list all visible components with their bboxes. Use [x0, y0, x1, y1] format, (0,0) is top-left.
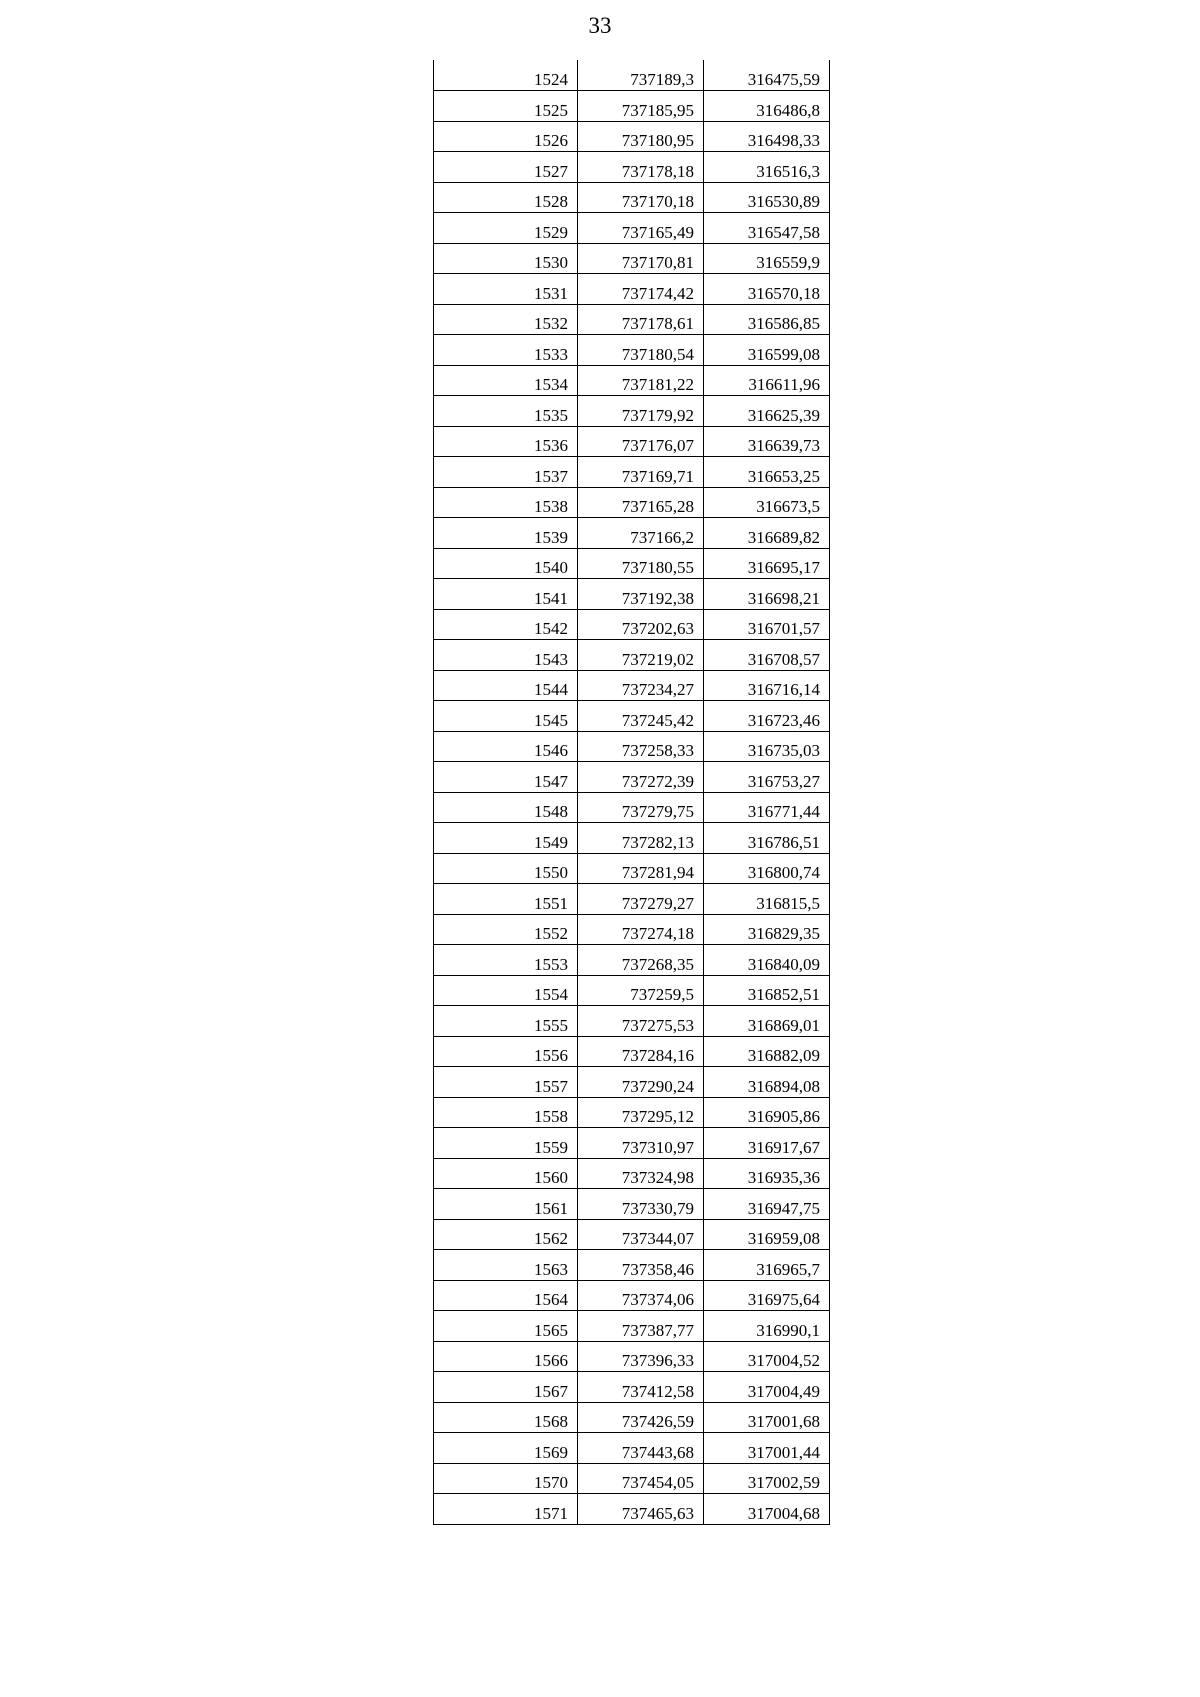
point-number-cell: 1545	[434, 701, 578, 732]
point-number-cell: 1556	[434, 1036, 578, 1067]
point-number-cell: 1533	[434, 335, 578, 366]
point-number-cell: 1562	[434, 1219, 578, 1250]
y-coordinate-cell: 316689,82	[704, 518, 830, 549]
point-number-cell: 1553	[434, 945, 578, 976]
table-row	[434, 1280, 830, 1311]
y-coordinate-cell: 316965,7	[704, 1250, 830, 1281]
table-row	[434, 1067, 830, 1098]
table-row	[434, 1433, 830, 1464]
table-row	[434, 945, 830, 976]
x-coordinate-cell: 737165,49	[578, 213, 704, 244]
page-number: 33	[588, 13, 612, 38]
point-number-cell: 1569	[434, 1433, 578, 1464]
table-row	[434, 914, 830, 945]
point-number-cell: 1570	[434, 1463, 578, 1494]
point-number-cell: 1525	[434, 91, 578, 122]
y-coordinate-cell: 316917,67	[704, 1128, 830, 1159]
y-coordinate-cell: 316653,25	[704, 457, 830, 488]
point-number-cell: 1544	[434, 670, 578, 701]
table-row	[434, 884, 830, 915]
point-number-cell: 1539	[434, 518, 578, 549]
x-coordinate-cell: 737396,33	[578, 1341, 704, 1372]
y-coordinate-cell: 316673,5	[704, 487, 830, 518]
point-number-cell: 1528	[434, 182, 578, 213]
x-coordinate-cell: 737178,61	[578, 304, 704, 335]
y-coordinate-cell: 316570,18	[704, 274, 830, 305]
point-number-cell: 1547	[434, 762, 578, 793]
point-number-cell: 1524	[434, 60, 578, 91]
table-row	[434, 701, 830, 732]
x-coordinate-cell: 737170,18	[578, 182, 704, 213]
x-coordinate-cell: 737282,13	[578, 823, 704, 854]
table-row	[434, 1158, 830, 1189]
x-coordinate-cell: 737279,75	[578, 792, 704, 823]
y-coordinate-cell: 317001,68	[704, 1402, 830, 1433]
point-number-cell: 1543	[434, 640, 578, 671]
x-coordinate-cell: 737330,79	[578, 1189, 704, 1220]
table-row	[434, 1402, 830, 1433]
y-coordinate-cell: 316498,33	[704, 121, 830, 152]
x-coordinate-cell: 737180,95	[578, 121, 704, 152]
x-coordinate-cell: 737180,54	[578, 335, 704, 366]
y-coordinate-cell: 316771,44	[704, 792, 830, 823]
point-number-cell: 1567	[434, 1372, 578, 1403]
point-number-cell: 1538	[434, 487, 578, 518]
x-coordinate-cell: 737192,38	[578, 579, 704, 610]
coordinates-table-body	[434, 60, 830, 1524]
table-row	[434, 1006, 830, 1037]
point-number-cell: 1527	[434, 152, 578, 183]
y-coordinate-cell: 316975,64	[704, 1280, 830, 1311]
x-coordinate-cell: 737258,33	[578, 731, 704, 762]
y-coordinate-cell: 316475,59	[704, 60, 830, 91]
x-coordinate-cell: 737259,5	[578, 975, 704, 1006]
table-row	[434, 640, 830, 671]
x-coordinate-cell: 737284,16	[578, 1036, 704, 1067]
table-row	[434, 670, 830, 701]
x-coordinate-cell: 737219,02	[578, 640, 704, 671]
x-coordinate-cell: 737189,3	[578, 60, 704, 91]
table-row	[434, 548, 830, 579]
table-row	[434, 182, 830, 213]
y-coordinate-cell: 317004,68	[704, 1494, 830, 1525]
point-number-cell: 1549	[434, 823, 578, 854]
y-coordinate-cell: 316935,36	[704, 1158, 830, 1189]
y-coordinate-cell: 316735,03	[704, 731, 830, 762]
point-number-cell: 1564	[434, 1280, 578, 1311]
x-coordinate-cell: 737202,63	[578, 609, 704, 640]
point-number-cell: 1534	[434, 365, 578, 396]
table-row	[434, 304, 830, 335]
x-coordinate-cell: 737268,35	[578, 945, 704, 976]
x-coordinate-cell: 737178,18	[578, 152, 704, 183]
table-row	[434, 975, 830, 1006]
table-row	[434, 1311, 830, 1342]
point-number-cell: 1548	[434, 792, 578, 823]
table-row	[434, 609, 830, 640]
x-coordinate-cell: 737454,05	[578, 1463, 704, 1494]
x-coordinate-cell: 737185,95	[578, 91, 704, 122]
point-number-cell: 1559	[434, 1128, 578, 1159]
x-coordinate-cell: 737426,59	[578, 1402, 704, 1433]
x-coordinate-cell: 737180,55	[578, 548, 704, 579]
y-coordinate-cell: 316516,3	[704, 152, 830, 183]
point-number-cell: 1531	[434, 274, 578, 305]
y-coordinate-cell: 317004,49	[704, 1372, 830, 1403]
y-coordinate-cell: 316486,8	[704, 91, 830, 122]
table-row	[434, 335, 830, 366]
point-number-cell: 1554	[434, 975, 578, 1006]
y-coordinate-cell: 316716,14	[704, 670, 830, 701]
point-number-cell: 1555	[434, 1006, 578, 1037]
y-coordinate-cell: 316894,08	[704, 1067, 830, 1098]
y-coordinate-cell: 316723,46	[704, 701, 830, 732]
y-coordinate-cell: 316947,75	[704, 1189, 830, 1220]
y-coordinate-cell: 316698,21	[704, 579, 830, 610]
point-number-cell: 1550	[434, 853, 578, 884]
x-coordinate-cell: 737176,07	[578, 426, 704, 457]
y-coordinate-cell: 316559,9	[704, 243, 830, 274]
y-coordinate-cell: 316547,58	[704, 213, 830, 244]
x-coordinate-cell: 737174,42	[578, 274, 704, 305]
x-coordinate-cell: 737179,92	[578, 396, 704, 427]
table-row	[434, 823, 830, 854]
x-coordinate-cell: 737281,94	[578, 853, 704, 884]
x-coordinate-cell: 737290,24	[578, 1067, 704, 1098]
table-row	[434, 487, 830, 518]
point-number-cell: 1526	[434, 121, 578, 152]
point-number-cell: 1537	[434, 457, 578, 488]
y-coordinate-cell: 316840,09	[704, 945, 830, 976]
y-coordinate-cell: 316959,08	[704, 1219, 830, 1250]
table-row	[434, 60, 830, 91]
point-number-cell: 1546	[434, 731, 578, 762]
x-coordinate-cell: 737165,28	[578, 487, 704, 518]
y-coordinate-cell: 316869,01	[704, 1006, 830, 1037]
table-row	[434, 579, 830, 610]
table-row	[434, 457, 830, 488]
table-row	[434, 518, 830, 549]
x-coordinate-cell: 737275,53	[578, 1006, 704, 1037]
y-coordinate-cell: 316800,74	[704, 853, 830, 884]
y-coordinate-cell: 316815,5	[704, 884, 830, 915]
y-coordinate-cell: 316786,51	[704, 823, 830, 854]
x-coordinate-cell: 737181,22	[578, 365, 704, 396]
x-coordinate-cell: 737412,58	[578, 1372, 704, 1403]
x-coordinate-cell: 737279,27	[578, 884, 704, 915]
table-row	[434, 1036, 830, 1067]
x-coordinate-cell: 737245,42	[578, 701, 704, 732]
table-row	[434, 762, 830, 793]
table-row	[434, 152, 830, 183]
x-coordinate-cell: 737234,27	[578, 670, 704, 701]
table-row	[434, 426, 830, 457]
x-coordinate-cell: 737358,46	[578, 1250, 704, 1281]
point-number-cell: 1535	[434, 396, 578, 427]
y-coordinate-cell: 316530,89	[704, 182, 830, 213]
x-coordinate-cell: 737465,63	[578, 1494, 704, 1525]
y-coordinate-cell: 316586,85	[704, 304, 830, 335]
y-coordinate-cell: 317004,52	[704, 1341, 830, 1372]
y-coordinate-cell: 316905,86	[704, 1097, 830, 1128]
table-row	[434, 1128, 830, 1159]
y-coordinate-cell: 316695,17	[704, 548, 830, 579]
table-row	[434, 91, 830, 122]
y-coordinate-cell: 316990,1	[704, 1311, 830, 1342]
point-number-cell: 1552	[434, 914, 578, 945]
point-number-cell: 1560	[434, 1158, 578, 1189]
x-coordinate-cell: 737170,81	[578, 243, 704, 274]
point-number-cell: 1566	[434, 1341, 578, 1372]
x-coordinate-cell: 737169,71	[578, 457, 704, 488]
y-coordinate-cell: 316753,27	[704, 762, 830, 793]
table-row	[434, 1219, 830, 1250]
point-number-cell: 1542	[434, 609, 578, 640]
x-coordinate-cell: 737324,98	[578, 1158, 704, 1189]
point-number-cell: 1557	[434, 1067, 578, 1098]
x-coordinate-cell: 737310,97	[578, 1128, 704, 1159]
y-coordinate-cell: 316625,39	[704, 396, 830, 427]
x-coordinate-cell: 737374,06	[578, 1280, 704, 1311]
point-number-cell: 1541	[434, 579, 578, 610]
table-row	[434, 365, 830, 396]
table-row	[434, 731, 830, 762]
point-number-cell: 1568	[434, 1402, 578, 1433]
point-number-cell: 1551	[434, 884, 578, 915]
y-coordinate-cell: 316701,57	[704, 609, 830, 640]
y-coordinate-cell: 316611,96	[704, 365, 830, 396]
point-number-cell: 1558	[434, 1097, 578, 1128]
point-number-cell: 1565	[434, 1311, 578, 1342]
y-coordinate-cell: 316599,08	[704, 335, 830, 366]
x-coordinate-cell: 737272,39	[578, 762, 704, 793]
table-row	[434, 396, 830, 427]
point-number-cell: 1532	[434, 304, 578, 335]
table-row	[434, 1372, 830, 1403]
y-coordinate-cell: 316708,57	[704, 640, 830, 671]
table-row	[434, 213, 830, 244]
point-number-cell: 1530	[434, 243, 578, 274]
table-row	[434, 853, 830, 884]
x-coordinate-cell: 737166,2	[578, 518, 704, 549]
y-coordinate-cell: 317002,59	[704, 1463, 830, 1494]
coordinates-table	[433, 60, 830, 1525]
y-coordinate-cell: 317001,44	[704, 1433, 830, 1464]
table-row	[434, 792, 830, 823]
x-coordinate-cell: 737387,77	[578, 1311, 704, 1342]
x-coordinate-cell: 737344,07	[578, 1219, 704, 1250]
y-coordinate-cell: 316852,51	[704, 975, 830, 1006]
x-coordinate-cell: 737443,68	[578, 1433, 704, 1464]
table-row	[434, 1189, 830, 1220]
point-number-cell: 1540	[434, 548, 578, 579]
point-number-cell: 1561	[434, 1189, 578, 1220]
x-coordinate-cell: 737295,12	[578, 1097, 704, 1128]
table-row	[434, 274, 830, 305]
table-row	[434, 1250, 830, 1281]
table-row	[434, 1341, 830, 1372]
point-number-cell: 1529	[434, 213, 578, 244]
y-coordinate-cell: 316882,09	[704, 1036, 830, 1067]
table-row	[434, 1494, 830, 1525]
point-number-cell: 1563	[434, 1250, 578, 1281]
table-row	[434, 1463, 830, 1494]
y-coordinate-cell: 316829,35	[704, 914, 830, 945]
table-row	[434, 243, 830, 274]
point-number-cell: 1571	[434, 1494, 578, 1525]
point-number-cell: 1536	[434, 426, 578, 457]
table-row	[434, 1097, 830, 1128]
table-row	[434, 121, 830, 152]
y-coordinate-cell: 316639,73	[704, 426, 830, 457]
x-coordinate-cell: 737274,18	[578, 914, 704, 945]
